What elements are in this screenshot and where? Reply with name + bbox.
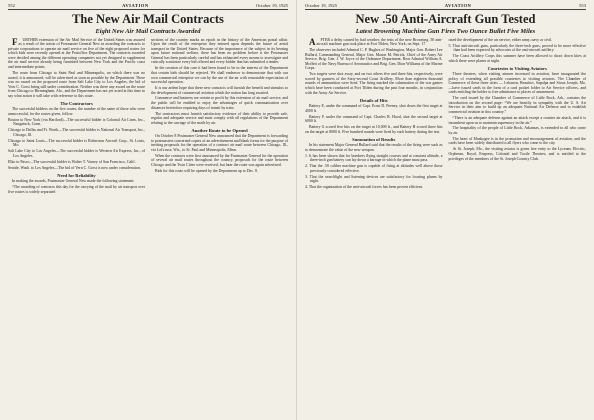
column-1	[8, 38, 145, 196]
paragraph: Bids for this route will be opened by the Department up to Dec. 8.	[155, 168, 258, 173]
route-item: Elko to Pasco—The successful bidder is Walter T. Varney of San Francisco, Calif.	[8, 159, 136, 164]
column-2	[151, 38, 288, 196]
result-item: 5. That anti-aircraft guns, particularly the three-inch guns, proved to be more effective than had been expected by advocates of the anti-aircraft artillery.	[448, 43, 586, 53]
result-item: 1. It has been shown that for bombers flying straight courses and at constant altitude, a three-inch gun battery can lay down a barrage in which the plane must pass.	[305, 153, 443, 163]
paragraph: Three theaters, when visiting airmen increased in aviation, have inaugurated the policy of extending all possible courtesies to visiting aviators. The Chamber of Commerce of these three cities — Lebanon, Beaufort, Sapulpa and Sioux Joseph, Mo.—have issued cards in the form of a card pocket folder to Air Service officers, and cards entitling the holder to free admittance to places of amusement.	[448, 72, 586, 95]
section-heading: Summation of Results	[352, 136, 396, 142]
route-item: Seattle, Wash. to Los Angeles—The bid of Vern C. Gorst is now under consideration.	[8, 165, 141, 170]
paragraph: At St. Joseph, Mo., the visiting aviator is given free entry to the Lyceum, Electric, Orpheum, Royal, Empress, Colonial and Tootle Theatres, and is entitled to the privileges of the members of the St. Joseph Country Club.	[448, 147, 586, 161]
magazine-name: AVIATION	[122, 3, 149, 8]
article-subtitle: Latest Browning Machine Gun Fires Two Ounce Bullet Five Miles	[355, 27, 536, 35]
paragraph: The contractors must furnish satisfactory evidence of their ability to provide safe, regular and adequate service and must comply with all regulations of the Department relating to the carriage of the mails by air.	[151, 111, 288, 125]
issue-date: October 19, 1925	[255, 3, 288, 8]
article-title: New .50 Anti-Aircraft Gun Tested	[355, 12, 536, 26]
paragraph: Commerce and business are certain to profit by this extension of air mail service, and the public will be enabled to enjoy the advantages of quick communication over distances heretofore requiring days of transit by train.	[151, 96, 288, 110]
section-heading: Another Route to be Opened	[191, 127, 248, 133]
article-columns	[8, 38, 288, 196]
right-page	[297, 0, 594, 420]
paragraph: The route from Chicago to Saint Paul and Minneapolis, on which there was no award, it is announced, will be advertised as soon as possible by the Department. There was no award on the proposed route from Salt Lake City to Los Angeles, the bid of Vern C. Gorst being still under consideration. Neither was there any award on the route from Chicago to Birmingham, Ala., and the Department has not yet acted at this time to say what action it will take with reference to this route.	[8, 70, 145, 98]
paragraph: AFTER a delay caused by bad weather, the tests of the new Browning .50 anti-aircraft machine gun took place at Fort Tilden, New York, on Sept. 17.	[309, 36, 443, 47]
paragraph: The heart of Muskogee is in the promotion and encouragement of aviation, and the cards have been widely distributed to all flyers who come to the city.	[448, 136, 586, 146]
paragraph: The hospitality of the people of Little Rock, Arkansas, is extended to all who come by air.	[448, 126, 586, 135]
paragraph: Two targets were shot away, and on two others five and three hits, respectively, were scored by gunners of the Sixty-second Coast Artillery. More than eighteen thousand rounds of ammunition were fired. The firing marked the culmination of the war games which have been conducted at Fort Tilden during the past four months, in conjunction with the Army Air Service.	[305, 72, 443, 95]
paragraph: In the creation of this case it had been found to be in the interest of the Department that certain bids should be rejected. We shall endeavor to demonstrate that with our own commercial enterprise we can by the use of the air with reasonable expectation of successful operation.	[151, 66, 288, 85]
paragraph: “The awarding of contracts this day for the carrying of the mail by air transport over five routes is widely separated	[8, 185, 145, 194]
result-item: 2. That the .50 caliber machine gun is capable of firing at altitudes well above those previously considered effective.	[305, 164, 443, 173]
article-title: The New Air Mail Contracts	[72, 12, 224, 26]
article-columns	[305, 38, 586, 191]
section-heading: Need for Reliability	[57, 172, 96, 178]
paragraph: Battery F, under the command of Capt. Charles R. Hood, shot the second target at 6000 ft.	[305, 114, 443, 124]
paragraph: Battery G scored five hits on the target at 10,000 ft., and Battery H scored three hits on the target at 8000 ft. Five hundred rounds were fired by each battery during the test.	[305, 125, 443, 134]
page-number: 553	[579, 3, 586, 8]
left-page-header	[8, 3, 288, 10]
route-item: Boston to New York (via Hartford)—The successful bidder is Colonial Air Lines, Inc., Naugatuck, Conn.	[8, 117, 145, 127]
article-subtitle: Eight New Air Mail Contracts Awarded	[95, 27, 201, 35]
section-heading: The Contractors	[60, 100, 93, 106]
section-heading: Courtesies to Visiting Aviators	[487, 65, 547, 71]
right-page-header	[305, 3, 586, 10]
paragraph: The successful bidders on the five routes, the number of the same of those who were unsuccessful, for the routes given, follow:	[8, 107, 145, 116]
paragraph: Battery E, under the command of Capt. Ernst D. Peeney, shot down the first target at 4000 ft.	[305, 104, 443, 113]
paragraph: The observers included Admiral C. P. Hughes of Washington, Major Gen. Robert Lee Bullard, Commanding General, Major Gen. Mason M. Patrick, Chief of the Army Air Service, Brig. Gen. J. W. Joyce of the Ordnance Department, Rear Admiral William A. Moffett of the Navy Bureau of Aeronautics and Brig. Gen. Dion Williams of the Marine Corps.	[305, 48, 443, 71]
column-2	[449, 38, 587, 191]
page-number: 552	[8, 3, 15, 8]
section-heading: Details of Hits	[359, 97, 388, 103]
magazine-name: AVIATION	[444, 3, 472, 8]
paragraph: FURTHER extension of the Air Mail Service of the United States was assured as a result of the action of Postmaster General New in awarding the contracts to private corporations to operate air mail service on five of the eight proposed routes for which bids were recently opened at the Postoffice Department. The contracts awarded were decided among the different operating companies not yet designed to supplement the air mail service already being furnished between New York and the Pacific coast and intermediate points.	[8, 36, 145, 70]
paragraph: sections of the country marks an epoch in the history of the American postal affair. Upon the result of the enterprise they entered upon depends the future of aerial transport in the United States. Because of the importance of the subject in its bearing upon future national welfare, there has been no problem before it the Postmaster General has been particularly careful and has exhausted every means to investigate and critically scrutinize every bid offered and every bidder that has submitted a tender.	[151, 37, 288, 65]
paragraph: On October 8 Postmaster General New announced that the Department is forwarding to postmasters concerned copies of an advertisement and blank forms for the purpose of inviting proposals for the operation of a contract air mail route between Chicago, Ill., via LaCrosse, Wis., to St. Paul and Minneapolis, Minn.	[151, 134, 288, 152]
paragraph: The Coast Artillery Corps this summer have been allowed to shoot down kites at which there were planes at night.	[448, 54, 586, 63]
route-item: Chicago to Dallas and Ft. Worth—The successful bidder is National Air Transport, Inc., Chicago, Ill.	[8, 128, 145, 137]
paragraph: In making the awards, Postmaster General New made the following statement:	[12, 179, 135, 184]
paragraph: rated the development of the air service, either army, navy or civil.	[448, 37, 553, 42]
paragraph: “There is an adequate defense against an attack except a counter air attack, and it is incumbent upon us to maintain supremacy in the air.”	[448, 115, 586, 125]
issue-date: October 19, 1925	[305, 3, 338, 8]
paragraph: The card issued by the Chamber of Commerce of Little Rock, Ark., contains the introduction on the second page: “We are heartily in sympathy with the U. S. Air Service in their aim to build up an adequate National Air Defense and to establish commercial aviation in this country.”	[448, 96, 586, 115]
result-item: 3. That the searchlight and listening devices are satisfactory for locating planes by night.	[305, 174, 443, 184]
result-item: 4. That the organization of the anti-aircraft forces has been proven efficient.	[305, 185, 423, 190]
paragraph: It is our ardent hope that these new contracts will furnish the benefit and stimulus to the development of commercial aviation which the nation has long awaited.	[151, 86, 288, 95]
column-1	[305, 38, 443, 191]
route-item: Chicago to Saint Louis—The successful bidder is Robertson Aircraft Corp., St. Louis, Mo.	[8, 138, 145, 148]
route-item: Salt Lake City to Los Angeles—The successful bidder is Western Air Express, Inc., of Los Angeles.	[8, 149, 145, 158]
paragraph: In his statement Major General Bullard said that the results of the firing were such as to demonstrate the value of the new weapon.	[305, 143, 443, 152]
paragraph: When the contracts were first announced by the Postmaster General for the operation of several air mail routes throughout the country, proposals for the route between Chicago and the Twin Cities were received, but later the route was again advertised.	[151, 153, 288, 167]
